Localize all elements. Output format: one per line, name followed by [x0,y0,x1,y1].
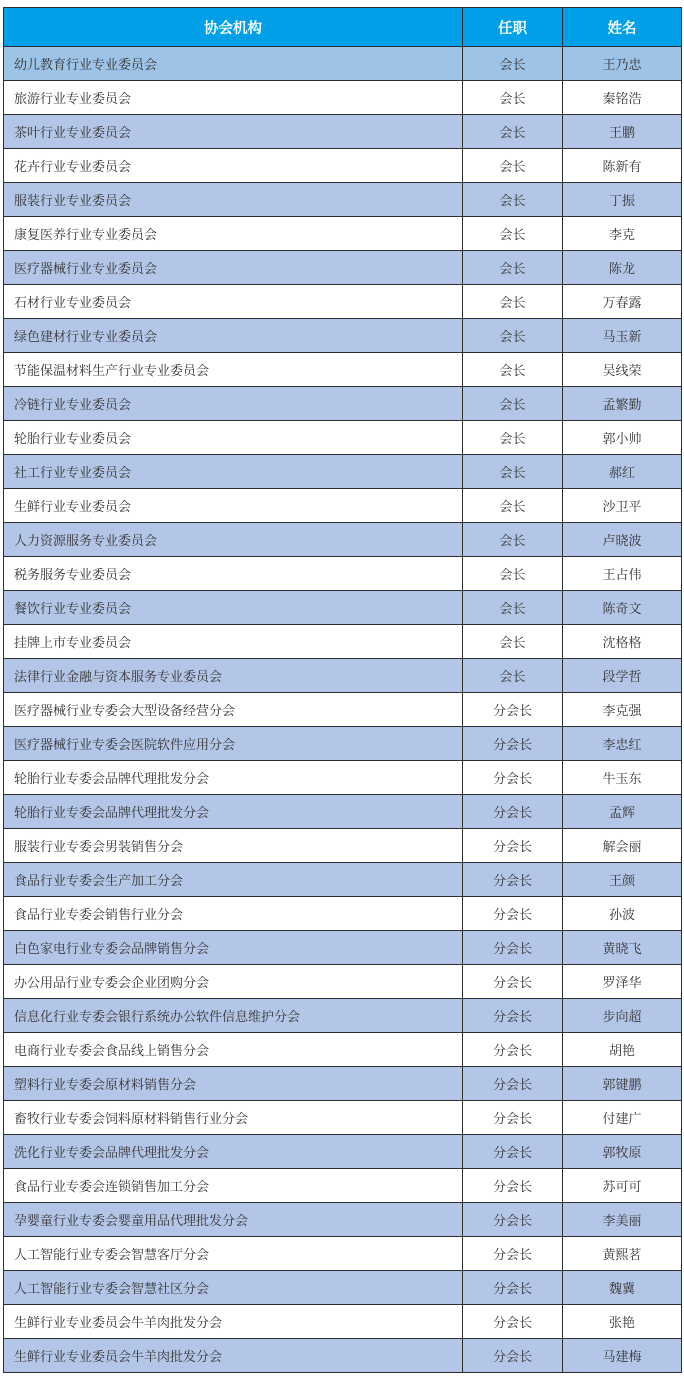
name-cell: 黄熙茗 [563,1237,682,1271]
org-cell: 信息化行业专委会银行系统办公软件信息维护分会 [4,999,463,1033]
name-cell: 郝红 [563,455,682,489]
table-row [4,693,682,727]
name-cell: 解会丽 [563,829,682,863]
org-cell: 洗化行业专委会品牌代理批发分会 [4,1135,463,1169]
name-cell: 郭小帅 [563,421,682,455]
org-cell: 办公用品行业专委会企业团购分会 [4,965,463,999]
org-cell: 人工智能行业专委会智慧社区分会 [4,1271,463,1305]
table-row [4,591,682,625]
name-cell: 付建广 [563,1101,682,1135]
table-row [4,795,682,829]
name-cell: 苏可可 [563,1169,682,1203]
position-cell: 分会长 [463,1033,563,1067]
position-cell: 分会长 [463,693,563,727]
org-cell: 花卉行业专业委员会 [4,149,463,183]
table-row [4,489,682,523]
position-cell: 分会长 [463,1237,563,1271]
position-cell: 分会长 [463,863,563,897]
position-cell: 会长 [463,149,563,183]
org-cell: 节能保温材料生产行业专业委员会 [4,353,463,387]
name-cell: 张艳 [563,1305,682,1339]
position-cell: 会长 [463,387,563,421]
name-cell: 王乃忠 [563,47,682,81]
table-row [4,183,682,217]
org-cell: 税务服务专业委员会 [4,557,463,591]
position-cell: 分会长 [463,795,563,829]
org-cell: 康复医养行业专业委员会 [4,217,463,251]
position-cell: 分会长 [463,1305,563,1339]
table-row [4,319,682,353]
name-cell: 陈新有 [563,149,682,183]
table-row [4,1101,682,1135]
table-row [4,353,682,387]
position-cell: 会长 [463,251,563,285]
position-cell: 会长 [463,81,563,115]
table-row [4,931,682,965]
position-cell: 会长 [463,659,563,693]
org-cell: 医疗器械行业专委会医院软件应用分会 [4,727,463,761]
table-row [4,455,682,489]
position-cell: 会长 [463,319,563,353]
position-cell: 分会长 [463,999,563,1033]
table-row [4,81,682,115]
position-cell: 分会长 [463,1101,563,1135]
table-header [4,8,682,47]
header-name: 姓名 [563,8,682,47]
position-cell: 分会长 [463,1271,563,1305]
org-cell: 石材行业专业委员会 [4,285,463,319]
position-cell: 分会长 [463,1067,563,1101]
position-cell: 会长 [463,183,563,217]
table-row [4,421,682,455]
name-cell: 丁振 [563,183,682,217]
position-cell: 分会长 [463,761,563,795]
org-cell: 生鲜行业专业委员会牛羊肉批发分会 [4,1305,463,1339]
name-cell: 郭牧原 [563,1135,682,1169]
name-cell: 牛玉东 [563,761,682,795]
name-cell: 沈格格 [563,625,682,659]
name-cell: 李美丽 [563,1203,682,1237]
association-table-container [3,7,681,1373]
org-cell: 社工行业专业委员会 [4,455,463,489]
table-row [4,965,682,999]
table-row [4,251,682,285]
position-cell: 会长 [463,47,563,81]
table-row [4,523,682,557]
org-cell: 生鲜行业专业委员会牛羊肉批发分会 [4,1339,463,1373]
org-cell: 轮胎行业专委会品牌代理批发分会 [4,795,463,829]
org-cell: 服装行业专业委员会 [4,183,463,217]
org-cell: 法律行业金融与资本服务专业委员会 [4,659,463,693]
position-cell: 分会长 [463,829,563,863]
org-cell: 生鲜行业专业委员会 [4,489,463,523]
org-cell: 茶叶行业专业委员会 [4,115,463,149]
table-row [4,1305,682,1339]
org-cell: 轮胎行业专委会品牌代理批发分会 [4,761,463,795]
position-cell: 会长 [463,489,563,523]
table-row [4,1135,682,1169]
table-body [4,47,682,1373]
name-cell: 王颜 [563,863,682,897]
org-cell: 医疗器械行业专委会大型设备经营分会 [4,693,463,727]
table-row [4,1067,682,1101]
org-cell: 人力资源服务专业委员会 [4,523,463,557]
name-cell: 马建梅 [563,1339,682,1373]
org-cell: 人工智能行业专委会智慧客厅分会 [4,1237,463,1271]
name-cell: 李克 [563,217,682,251]
org-cell: 绿色建材行业专业委员会 [4,319,463,353]
org-cell: 孕婴童行业专委会婴童用品代理批发分会 [4,1203,463,1237]
position-cell: 会长 [463,217,563,251]
org-cell: 食品行业专委会生产加工分会 [4,863,463,897]
table-row [4,1339,682,1373]
org-cell: 医疗器械行业专业委员会 [4,251,463,285]
position-cell: 分会长 [463,1169,563,1203]
header-row [4,8,682,47]
name-cell: 卢晓波 [563,523,682,557]
position-cell: 分会长 [463,727,563,761]
name-cell: 步向超 [563,999,682,1033]
name-cell: 段学哲 [563,659,682,693]
name-cell: 李忠红 [563,727,682,761]
org-cell: 塑料行业专委会原材料销售分会 [4,1067,463,1101]
org-cell: 白色家电行业专委会品牌销售分会 [4,931,463,965]
org-cell: 畜牧行业专委会饲料原材料销售行业分会 [4,1101,463,1135]
table-row [4,761,682,795]
position-cell: 会长 [463,421,563,455]
org-cell: 旅游行业专业委员会 [4,81,463,115]
table-row [4,1033,682,1067]
org-cell: 服装行业专委会男装销售分会 [4,829,463,863]
name-cell: 孟辉 [563,795,682,829]
table-row [4,217,682,251]
position-cell: 会长 [463,625,563,659]
name-cell: 陈龙 [563,251,682,285]
position-cell: 分会长 [463,1203,563,1237]
org-cell: 电商行业专委会食品线上销售分会 [4,1033,463,1067]
table-row [4,999,682,1033]
position-cell: 会长 [463,285,563,319]
table-row [4,829,682,863]
association-members-table [3,7,682,1373]
table-row [4,625,682,659]
name-cell: 黄晓飞 [563,931,682,965]
org-cell: 幼儿教育行业专业委员会 [4,47,463,81]
name-cell: 吴线荣 [563,353,682,387]
position-cell: 分会长 [463,1339,563,1373]
position-cell: 分会长 [463,931,563,965]
table-row [4,863,682,897]
name-cell: 罗泽华 [563,965,682,999]
name-cell: 秦铭浩 [563,81,682,115]
name-cell: 郭键鹏 [563,1067,682,1101]
table-row [4,47,682,81]
org-cell: 食品行业专委会连锁销售加工分会 [4,1169,463,1203]
name-cell: 王鹏 [563,115,682,149]
table-row [4,1237,682,1271]
position-cell: 分会长 [463,897,563,931]
position-cell: 会长 [463,557,563,591]
table-row [4,149,682,183]
name-cell: 孟繁勤 [563,387,682,421]
name-cell: 沙卫平 [563,489,682,523]
org-cell: 冷链行业专业委员会 [4,387,463,421]
name-cell: 万春露 [563,285,682,319]
header-position: 任职 [463,8,563,47]
position-cell: 会长 [463,591,563,625]
table-row [4,897,682,931]
name-cell: 马玉新 [563,319,682,353]
table-row [4,387,682,421]
org-cell: 轮胎行业专业委员会 [4,421,463,455]
position-cell: 会长 [463,115,563,149]
org-cell: 挂牌上市专业委员会 [4,625,463,659]
name-cell: 王占伟 [563,557,682,591]
position-cell: 分会长 [463,1135,563,1169]
position-cell: 分会长 [463,965,563,999]
name-cell: 孙波 [563,897,682,931]
name-cell: 魏冀 [563,1271,682,1305]
table-row [4,727,682,761]
table-row [4,659,682,693]
position-cell: 会长 [463,455,563,489]
table-row [4,285,682,319]
table-row [4,1203,682,1237]
name-cell: 陈奇文 [563,591,682,625]
position-cell: 会长 [463,523,563,557]
table-row [4,115,682,149]
name-cell: 胡艳 [563,1033,682,1067]
name-cell: 李克强 [563,693,682,727]
org-cell: 餐饮行业专业委员会 [4,591,463,625]
table-row [4,557,682,591]
table-row [4,1271,682,1305]
header-org: 协会机构 [4,8,463,47]
position-cell: 会长 [463,353,563,387]
table-row [4,1169,682,1203]
org-cell: 食品行业专委会销售行业分会 [4,897,463,931]
